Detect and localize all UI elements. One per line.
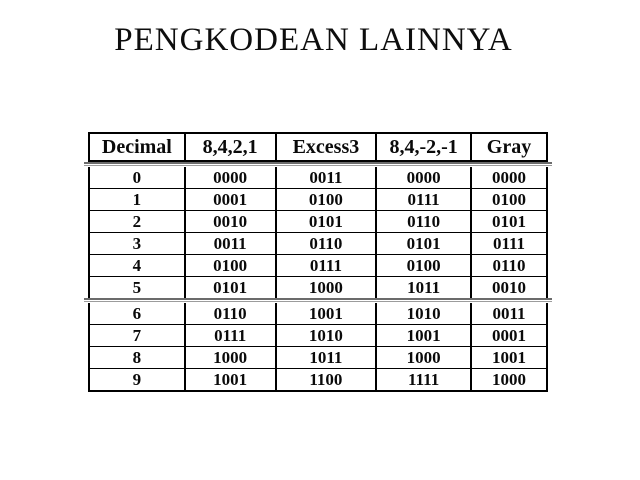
table-body-group-bottom (88, 303, 548, 392)
code-cell: 0110 (275, 233, 376, 254)
decimal-cell: 1 (132, 190, 142, 209)
decimal-cell: 4 (132, 256, 142, 275)
code-cell: 1000 (375, 347, 470, 368)
decimal-cell: 8 (132, 348, 142, 367)
code-cell: 1011 (275, 347, 376, 368)
code-cell: 0100 (275, 189, 376, 210)
code-cell: 0000 (184, 167, 275, 188)
code-cell: 0010 (470, 277, 546, 298)
table-row (90, 188, 546, 210)
code-cell: 1011 (375, 277, 470, 298)
header-cell-84neg2neg1: 8,4,-2,-1 (375, 134, 470, 160)
code-cell: 0000 (375, 167, 470, 188)
table-row (90, 167, 546, 188)
header-cell-excess3: Excess3 (275, 134, 376, 160)
table-row (90, 346, 546, 368)
header-cell-8421: 8,4,2,1 (184, 134, 275, 160)
code-cell: 0000 (470, 167, 546, 188)
code-cell: 0111 (375, 189, 470, 210)
header-cell-decimal: Decimal (101, 136, 172, 158)
code-cell: 1001 (275, 303, 376, 324)
code-cell: 0011 (470, 303, 546, 324)
code-cell: 1001 (470, 347, 546, 368)
code-cell: 0100 (470, 189, 546, 210)
table-row (90, 324, 546, 346)
code-cell: 0111 (184, 325, 275, 346)
table-row (90, 303, 546, 324)
decimal-cell: 7 (132, 326, 142, 345)
table-row (90, 276, 546, 298)
code-cell: 0011 (275, 167, 376, 188)
code-cell: 1001 (375, 325, 470, 346)
code-cell: 0101 (375, 233, 470, 254)
decimal-cell: 3 (132, 234, 142, 253)
code-cell: 0110 (375, 211, 470, 232)
header-cell-gray: Gray (470, 134, 546, 160)
code-cell: 1010 (375, 303, 470, 324)
table-body-group-top (88, 167, 548, 298)
code-cell: 0111 (470, 233, 546, 254)
code-cell: 0001 (470, 325, 546, 346)
table-row (90, 232, 546, 254)
code-cell: 1000 (184, 347, 275, 368)
code-cell: 1000 (275, 277, 376, 298)
table-row (90, 254, 546, 276)
code-cell: 0101 (184, 277, 275, 298)
code-cell: 0110 (184, 303, 275, 324)
code-cell: 0010 (184, 211, 275, 232)
decimal-cell: 5 (132, 278, 142, 297)
table-row (90, 210, 546, 232)
code-cell: 0100 (375, 255, 470, 276)
code-cell: 0111 (275, 255, 376, 276)
code-cell: 0110 (470, 255, 546, 276)
code-cell: 0001 (184, 189, 275, 210)
code-cell: 0101 (470, 211, 546, 232)
code-cell: 1100 (275, 369, 376, 390)
code-cell: 0101 (275, 211, 376, 232)
decimal-cell: 2 (132, 212, 142, 231)
code-cell: 0011 (184, 233, 275, 254)
page-title: PENGKODEAN LAINNYA (114, 22, 513, 58)
code-cell: 1010 (275, 325, 376, 346)
table-header-row (88, 132, 548, 162)
decimal-cell: 6 (132, 304, 142, 323)
code-cell: 0100 (184, 255, 275, 276)
encoding-table (88, 132, 548, 392)
table-row (90, 368, 546, 390)
decimal-cell: 0 (132, 168, 142, 187)
code-cell: 1000 (470, 369, 546, 390)
code-cell: 1111 (375, 369, 470, 390)
decimal-cell: 9 (132, 370, 142, 389)
code-cell: 1001 (184, 369, 275, 390)
